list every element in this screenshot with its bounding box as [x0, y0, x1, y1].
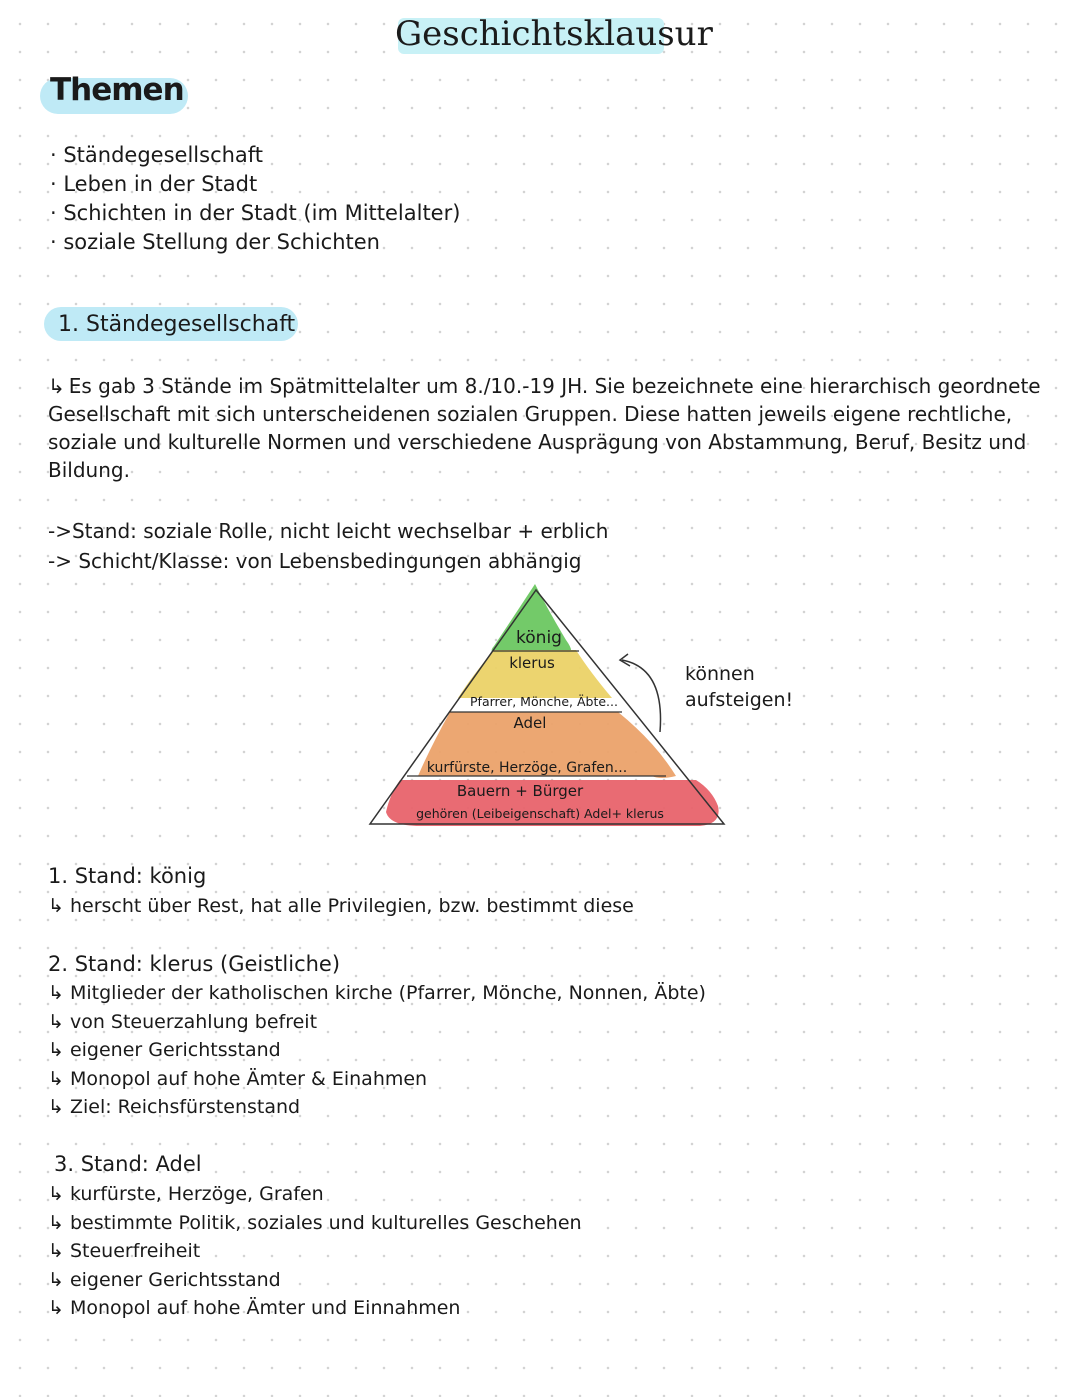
- pyramid-sublabel-adel: kurfürste, Herzöge, Grafen...: [426, 760, 628, 776]
- stand2-list: [48, 979, 706, 1122]
- stand3-line: ↳ eigener Gerichtsstand: [48, 1268, 281, 1291]
- arrow-glyph: ↳: [48, 374, 65, 398]
- pyramid-note-line2: aufsteigen!: [685, 689, 794, 711]
- pyramid-label-klerus: klerus: [509, 654, 555, 672]
- stand2-line: ↳ Mitglieder der katholischen kirche (Pfarrer, Mönche, Nonnen, Äbte): [48, 982, 706, 1004]
- pyramid-sublabel-bauern: gehören (Leibeigenschaft) Adel+ klerus: [416, 806, 664, 821]
- topic-item: · Ständegesellschaft: [50, 143, 264, 167]
- stand3-heading: 3. Stand: Adel: [54, 1152, 202, 1176]
- pyramid-label-bauern: Bauern + Bürger: [456, 782, 584, 800]
- themen-heading: Themen: [50, 72, 184, 108]
- page-title: Geschichtsklausur: [395, 14, 713, 54]
- stand2-line: ↳ Ziel: Reichsfürstenstand: [48, 1096, 301, 1118]
- stand2-line: ↳ Monopol auf hohe Ämter & Einahmen: [48, 1067, 428, 1090]
- section1-heading: 1. Ständegesellschaft: [58, 312, 296, 337]
- stand3-list: [48, 1180, 582, 1323]
- stand1-line: ↳ herscht über Rest, hat alle Privilegien, bzw. bestimmt diese: [48, 895, 634, 917]
- stand2-line: ↳ eigener Gerichtsstand: [48, 1039, 281, 1061]
- topic-item: · Leben in der Stadt: [50, 172, 258, 196]
- section1-paragraph: [48, 372, 1068, 484]
- stand3-line: ↳ kurfürste, Herzöge, Grafen: [48, 1183, 324, 1205]
- topic-item: · soziale Stellung der Schichten: [50, 230, 380, 254]
- stand3-line: ↳ Monopol auf hohe Ämter und Einnahmen: [48, 1297, 461, 1319]
- stand2-heading: 2. Stand: klerus (Geistliche): [48, 952, 341, 976]
- pyramid-label-adel: Adel: [513, 714, 547, 732]
- topic-item: · Schichten in der Stadt (im Mittelalter): [50, 201, 461, 225]
- stand2-line: ↳ von Steuerzahlung befreit: [48, 1010, 318, 1033]
- stand3-line: ↳ bestimmte Politik, soziales und kulturelles Geschehen: [48, 1211, 582, 1234]
- topics-list: [50, 141, 460, 257]
- pyramid-note-line1: können: [685, 663, 755, 685]
- pyramid-label-koenig: könig: [516, 628, 562, 648]
- definition-schicht: -> Schicht/Klasse: von Lebensbedingungen abhängig: [48, 549, 582, 573]
- stand3-line: ↳ Steuerfreiheit: [48, 1240, 201, 1262]
- stand1-heading: 1. Stand: könig: [48, 864, 207, 888]
- definition-stand: ->Stand: soziale Rolle, nicht leicht wechselbar + erblich: [48, 519, 609, 543]
- pyramid-sublabel-klerus: Pfarrer, Mönche, Äbte...: [470, 694, 618, 709]
- paragraph-text: Es gab 3 Stände im Spätmittelalter um 8./10.-19 JH. Sie bezeichnete eine hierarchisch geordnete Gesellschaft mit sich unterscheidenen sozialen Gruppen. Diese hatten jeweils eigene rechtliche, soziale und kulturelle Normen und verschiedene Ausprägung von Abstammung, Beruf, Besitz und Bildung.: [48, 374, 1041, 482]
